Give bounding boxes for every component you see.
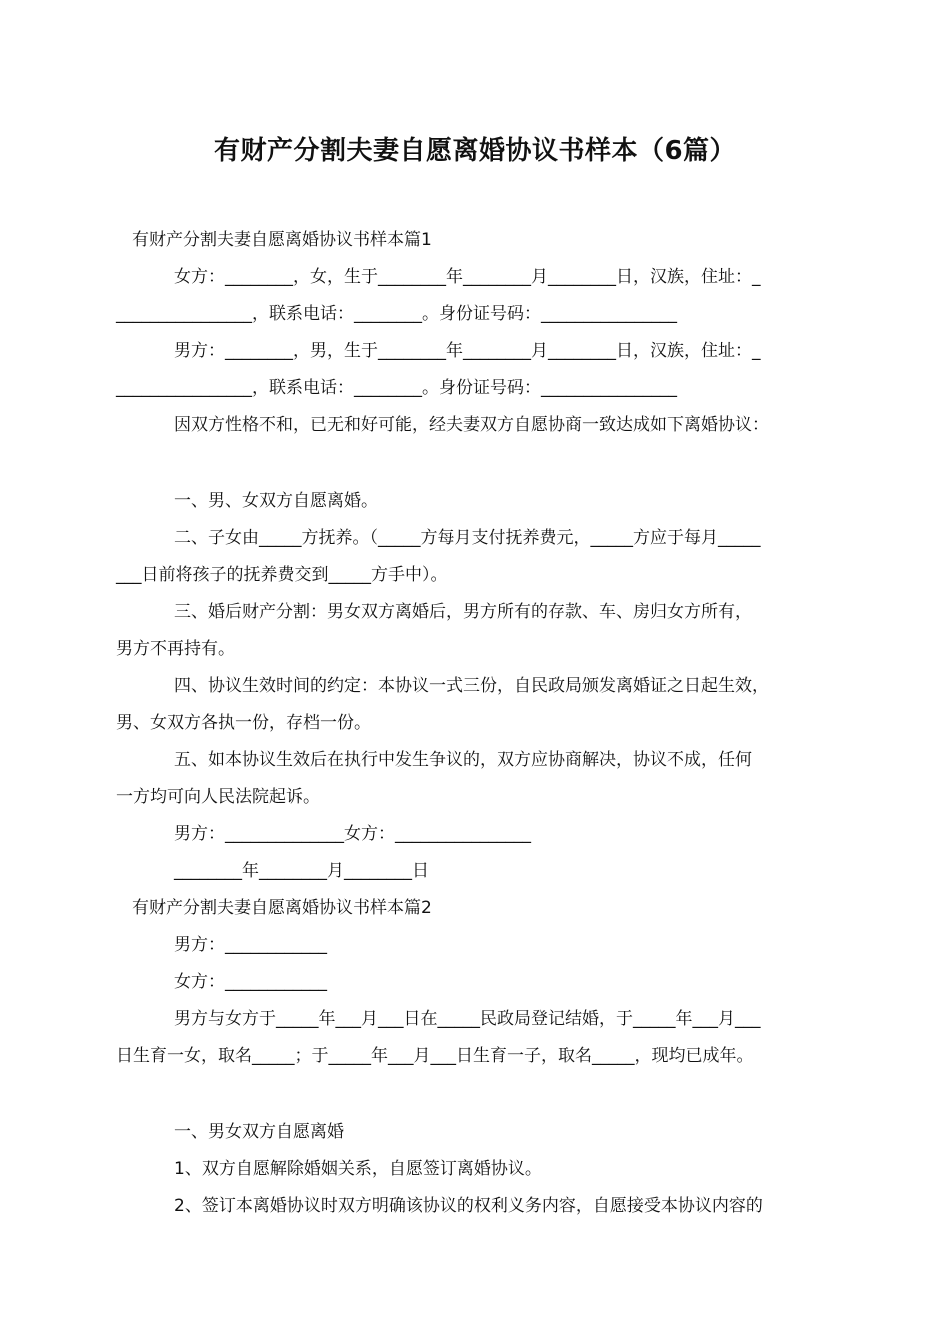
section-heading-2: 有财产分割夫妻自愿离婚协议书样本篇2 [132, 898, 432, 918]
paragraph-line: 五、如本协议生效后在执行中发生争议的，双方应协商解决，协议不成，任何 [174, 750, 752, 770]
paragraph-line: 一、男女双方自愿离婚 [174, 1122, 344, 1142]
paragraph-line: 二、子女由_____方抚养。（_____方每月支付抚养费元，_____方应于每月_____ [174, 528, 761, 548]
date-line: ________年________月________日 [174, 861, 429, 881]
paragraph-line: ___日前将孩子的抚养费交到_____方手中）。 [116, 565, 448, 585]
paragraph-line: 2、签订本离婚协议时双方明确该协议的权利义务内容，自愿接受本协议内容的 [174, 1196, 763, 1216]
paragraph-line: ________________，联系电话：________。身份证号码：________________ [116, 304, 677, 324]
paragraph-line: 一、男、女双方自愿离婚。 [174, 491, 378, 511]
paragraph-line: 女方：____________ [174, 972, 327, 992]
paragraph-line: 四、协议生效时间的约定：本协议一式三份，自民政局颁发离婚证之日起生效， [174, 676, 769, 696]
paragraph-line: 一方均可向人民法院起诉。 [116, 787, 320, 807]
paragraph-line: ________________，联系电话：________。身份证号码：________________ [116, 378, 677, 398]
paragraph-line: 1、双方自愿解除婚姻关系，自愿签订离婚协议。 [174, 1159, 542, 1179]
paragraph-line: 因双方性格不和，已无和好可能，经夫妻双方自愿协商一致达成如下离婚协议： [174, 415, 769, 435]
section-heading-1: 有财产分割夫妻自愿离婚协议书样本篇1 [132, 230, 432, 250]
paragraph-line: 男方：____________ [174, 935, 327, 955]
paragraph-line: 女方：________，女，生于________年________月________日，汉族，住址：_ [174, 267, 761, 287]
paragraph-line: 男方与女方于_____年___月___日在_____民政局登记结婚，于_____年___月___ [174, 1009, 761, 1029]
paragraph-line: 男方：________，男，生于________年________月________日，汉族，住址：_ [174, 341, 761, 361]
paragraph-line: 男、女双方各执一份，存档一份。 [116, 713, 371, 733]
signature-line: 男方：______________女方：________________ [174, 824, 531, 844]
document-title: 有财产分割夫妻自愿离婚协议书样本（6篇） [213, 136, 737, 166]
paragraph-line: 男方不再持有。 [116, 639, 235, 659]
paragraph-line: 三、婚后财产分割：男女双方离婚后，男方所有的存款、车、房归女方所有， [174, 602, 752, 622]
paragraph-line: 日生育一女，取名_____；于_____年___月___日生育一子，取名_____，现均已成年。 [116, 1046, 754, 1066]
